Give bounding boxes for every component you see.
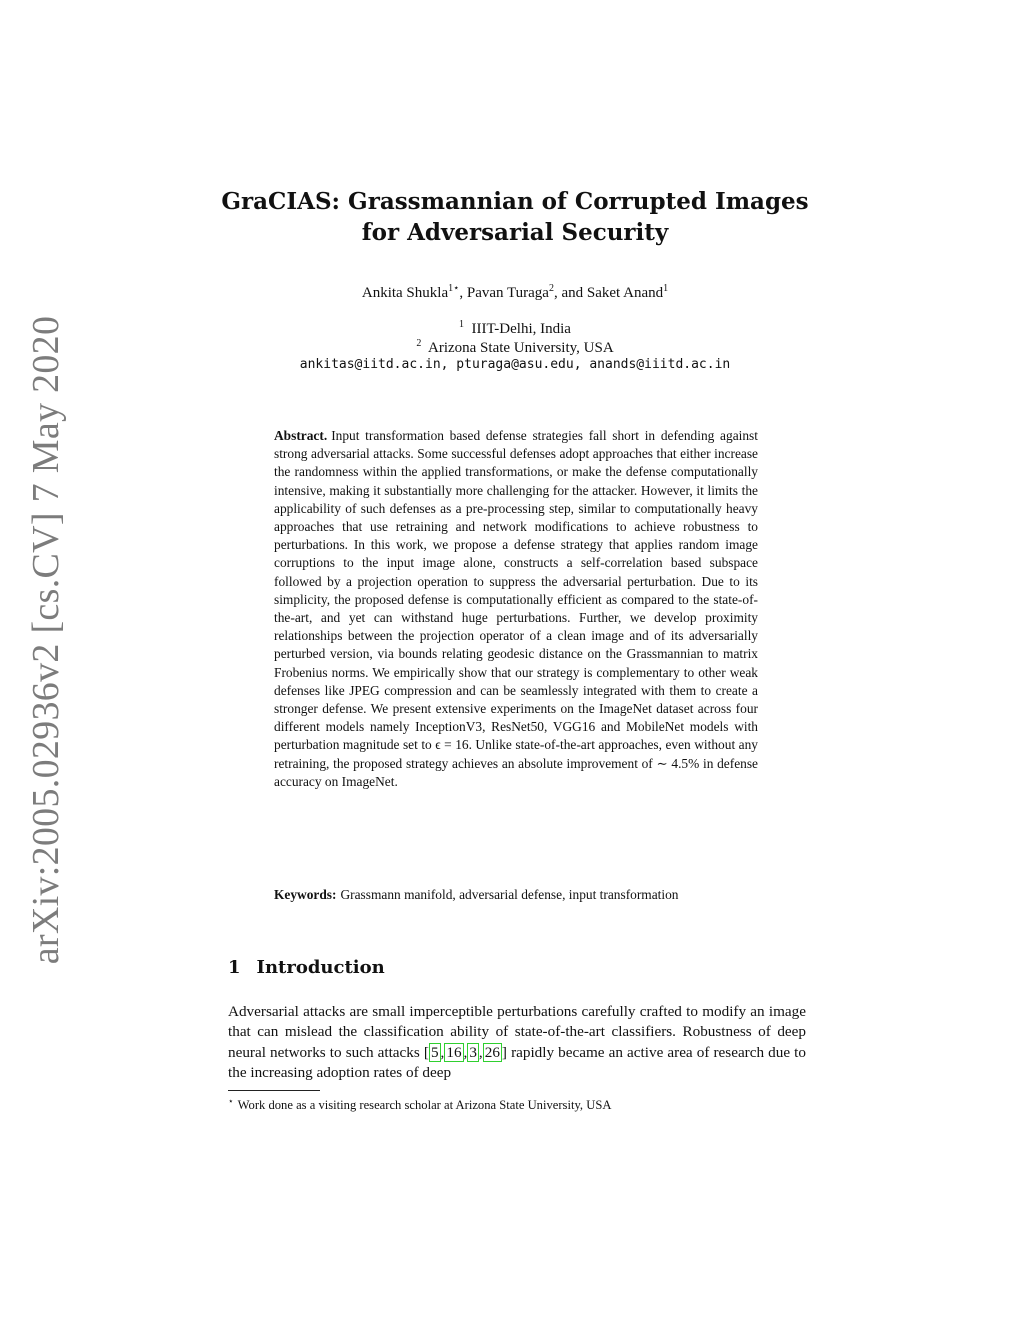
section-title: Introduction [256,957,385,978]
footnote [228,1096,806,1113]
abstract-text: Input transformation based defense strategies fall short in defending against strong adversarial attacks. Some successful defenses adopt approaches that either increase the randomness within the applied transformations, or make the defense computationally intensive, making it substantially more challenging for the attacker. However, it limits the applicability of such defenses as a pre-processing step, similar to computationally heavy approaches that use retraining and network modifications to achieve robustness to perturbations. In this work, we propose a defense strategy that applies random image corruptions to the input image alone, constructs a self-correlation based subspace followed by a projection operation to suppress the adversarial perturbation. Due to its simplicity, the proposed defense is computationally efficient as compared to the state-of-the-art, and yet can withstand huge perturbations. Further, we develop proximity relationships between the projection operator of a clean image and of its adversarially perturbed version, via bounds relating geodesic distance on the Grassmannian to matrix Frobenius norms. We empirically show that our strategy is complementary to other weak defenses like JPEG compression and can be seamlessly integrated with them to create a stronger defense. We present extensive experiments on the ImageNet dataset across four different models namely InceptionV3, ResNet50, VGG16 and MobileNet models with perturbation magnitude set to ϵ = 16. Unlike state-of-the-art approaches, even without any retraining, the proposed strategy achieves an absolute improvement of ∼ 4.5% in defense accuracy on ImageNet. [274,428,758,789]
footnote-text: Work done as a visiting research scholar at Arizona State University, USA [237,1098,612,1113]
author-separator: , and [553,285,587,301]
affiliation-text: Arizona State University, USA [428,340,614,356]
affiliation-1 [200,319,830,338]
affiliation-text: IIIT-Delhi, India [471,321,571,337]
abstract-label: Abstract. [274,428,328,443]
paper-title [200,186,830,248]
citation-link[interactable]: 16 [446,1043,462,1061]
intro-text: rapidly became an active area of research due to the increasing adoption rates of deep [228,1043,806,1081]
author-name: Ankita Shukla [361,285,449,301]
footnote-divider [228,1090,320,1091]
arxiv-identifier-stamp: arXiv:2005.02936v2 [cs.CV] 7 May 2020 [25,315,67,965]
affiliation-number: 1 [459,319,465,330]
author-affiliation-mark: 2 [548,283,554,294]
section-heading [228,957,385,978]
keywords [274,886,758,904]
citation-link[interactable]: 5 [430,1043,439,1061]
intro-text: Adversarial attacks are small imperceptible perturbations carefully crafted to modify an image that can mislead the classification ability of state-of-the-art classifiers. Robustness of deep neural networks to such attacks [228,1003,806,1061]
introduction-paragraph: Adversarial attacks are small imperceptible perturbations carefully crafted to modify an image that can mislead the classification ability of state-of-the-art classifiers. Robustness of deep neural networks to such attacks [ 5 , 16 , 3 , 26 ] rapidly became an active area of research due to the increasing adoption rates of deep [228,1003,806,1081]
abstract [274,427,758,791]
author-name: Saket Anand [586,285,664,301]
citation-bracket: [ [423,1043,429,1061]
affiliation-number: 2 [416,338,422,349]
section-number: 1 [228,957,241,978]
title-line-1: GraCIAS: Grassmannian of Corrupted Images [221,188,809,215]
citation-bracket: ] [501,1043,507,1061]
author-emails: ankitas@iitd.ac.in, pturaga@asu.edu, anands@iiitd.ac.in [299,357,731,372]
keywords-label: Keywords: [274,887,337,902]
author-affiliation-mark: 1 [663,283,669,294]
footnote-mark: ⋆ [228,1096,234,1106]
title-line-2: for Adversarial Security [361,219,669,246]
keywords-text: Grassmann manifold, adversarial defense, input transformation [340,887,679,902]
citation-link[interactable]: 3 [469,1043,477,1061]
author-affiliation-mark: 1⋆ [448,283,460,294]
author-name: Pavan Turaga [466,285,549,301]
author-list [200,283,830,302]
citation-link[interactable]: 26 [484,1043,500,1061]
author-separator: , [459,285,467,301]
affiliation-2 [200,338,830,357]
